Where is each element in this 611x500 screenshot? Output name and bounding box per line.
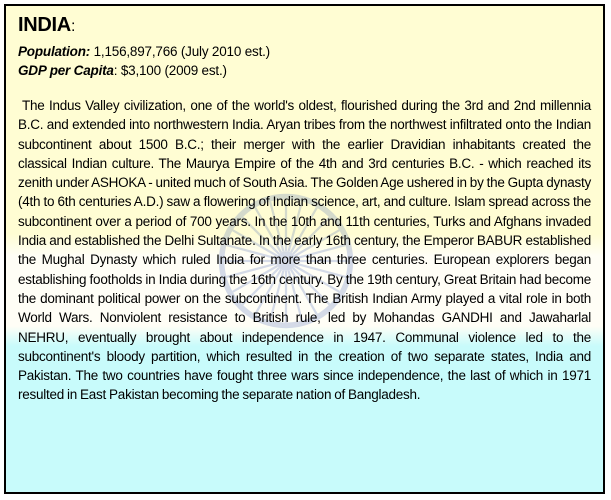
country-name: INDIA [18,14,71,36]
history-paragraph: The Indus Valley civilization, one of the world's oldest, flourished during the 3rd and 2nd millennia B.C. and extended into northwestern India. Aryan tribes from the northwest infiltrated onto the Indian subcontinent about 1500 B.C.; their merger with the earlier Dravidian inhabitants created the classical Indian culture. The Maurya Empire of the 4th and 3rd centuries B.C. - which reached its zenith under ASHOKA - united much of South Asia. The Golden Age ushered in by the Gupta dynasty (4th to 6th centuries A.D.) saw a flowering of Indian science, art, and culture. Islam spread across the subcontinent over a period of 700 years. In the 10th and 11th centuries, Turks and Afghans invaded India and established the Delhi Sultanate. In the early 16th century, the Emperor BABUR established the Mughal Dynasty which ruled India for more than three centuries. European explorers began establishing footholds in India during the 16th century. By the 19th century, Great Britain had become the dominant political power on the subcontinent. The British Indian Army played a vital role in both World Wars. Nonviolent resistance to British rule, led by Mohandas GANDHI and Jawaharlal NEHRU, eventually brought about independence in 1947. Communal violence led to the subcontinent's bloody partition, which resulted in the creation of two separate states, India and Pakistan. The two countries have fought three wars since independence, the last of which in 1971 resulted in East Pakistan becoming the separate nation of Bangladesh. [18,98,591,403]
population-row [18,42,591,61]
gdp-value: : $3,100 (2009 est.) [113,63,227,78]
gdp-label: GDP per Capita [18,63,114,78]
country-name-suffix: : [70,18,76,35]
country-fact-card [4,4,605,494]
key-facts [18,42,591,80]
population-value: 1,156,897,766 (July 2010 est.) [90,44,270,59]
country-title [18,12,591,40]
gdp-row [18,61,591,80]
population-label: Population: [18,44,91,59]
card-content [6,6,603,405]
